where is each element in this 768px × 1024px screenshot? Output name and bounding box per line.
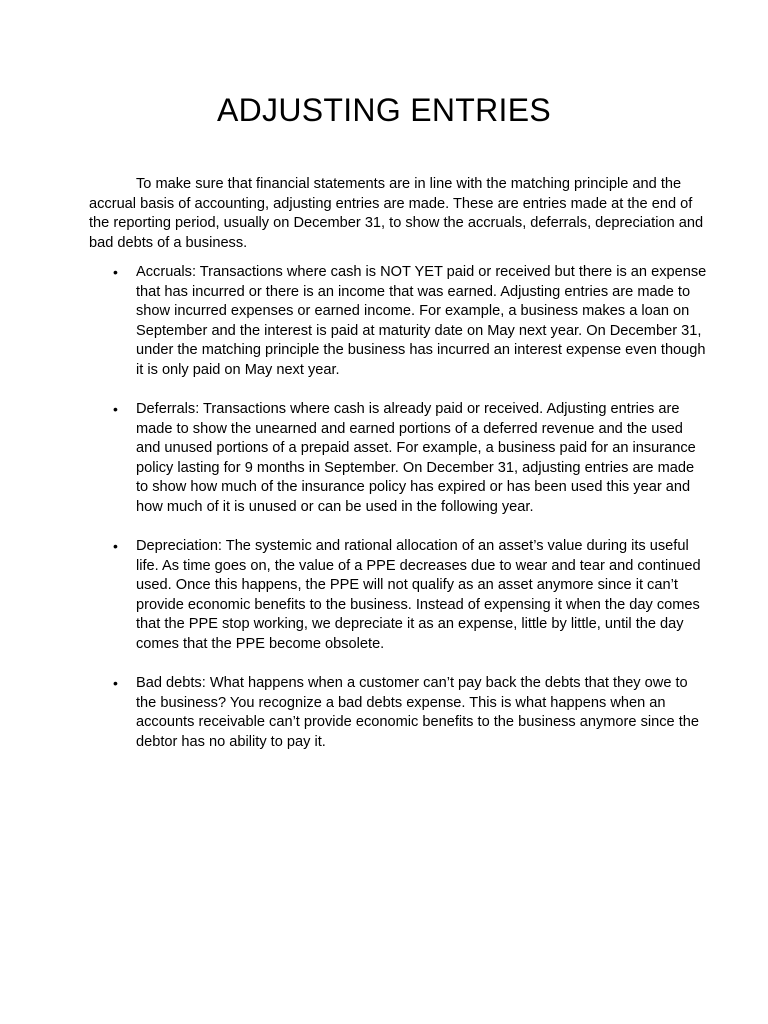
page-title: ADJUSTING ENTRIES [216,92,552,128]
list-item-bad-debts [89,674,709,752]
list-item-text: Depreciation: The systemic and rational allocation of an asset’s value during its useful life. As time goes on, the value of a PPE decreases due to wear and tear and continued used. Once this happens, the PPE will not qualify as an asset anymore since it can’t provide economic benefits to the business. Instead of expensing it when the day comes that the PPE stop working, we depreciate it as an expense, little by little, until the day comes that the PPE become obsolete. [136,538,701,652]
list-item-text: Bad debts: What happens when a customer can’t pay back the debts that they owe to the business? You recognize a bad debts expense. This is what happens when an accounts receivable can’t provide economic benefits to the business anymore since the debtor has no ability to pay it. [136,675,699,750]
list-item-deferrals [89,400,709,517]
intro-paragraph: To make sure that financial statements are in line with the matching principle and the accrual basis of accounting, adjusting entries are made. These are entries made at the end of the reporting period, usually on December 31, to show the accruals, deferrals, depreciation and bad debts of a business. [89,176,704,251]
list-item-text: Deferrals: Transactions where cash is already paid or received. Adjusting entries are made to show the unearned and earned portions of a deferred revenue and the used and unused portions of a prepaid asset. For example, a business paid for an insurance policy lasting for 9 months in September. On December 31, adjusting entries are made to show how much of the insurance policy has expired or has been used this year and how much of it is unused or can be used in the following year. [136,401,696,515]
bullet-dot-icon: • [113,538,118,554]
list-item-accruals [89,263,709,380]
bullet-dot-icon: • [113,401,118,417]
list-item-depreciation [89,537,709,654]
bullet-dot-icon: • [113,264,118,280]
list-item-text: Accruals: Transactions where cash is NOT YET paid or received but there is an expense that has incurred or there is an income that was earned. Adjusting entries are made to show incurred expenses or earned income. For example, a business makes a loan on September and the interest is paid at maturity date on May next year. On December 31, under the matching principle the business has incurred an interest expense even though it is only paid on May next year. [136,264,707,378]
bullet-dot-icon: • [113,675,118,691]
bullet-list [89,263,709,772]
